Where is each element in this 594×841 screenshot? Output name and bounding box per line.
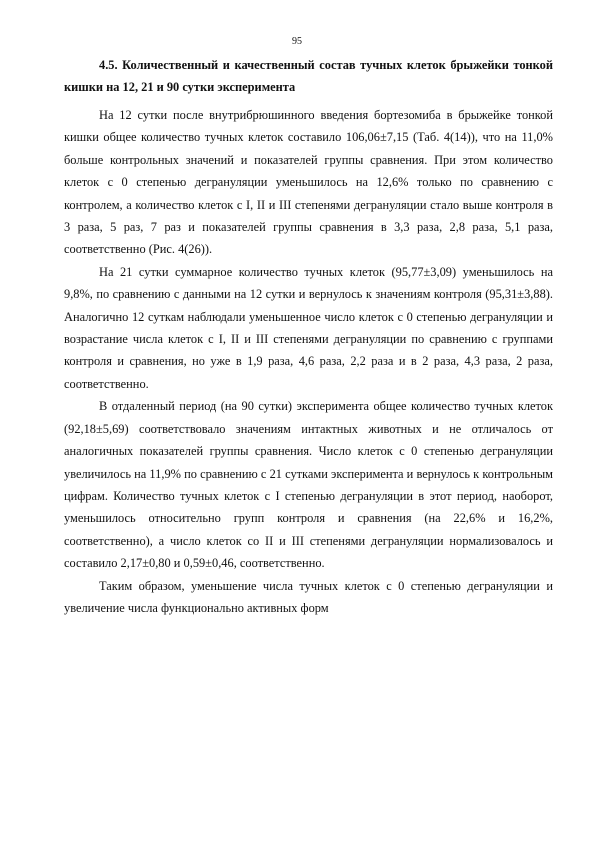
page-number: 95 [292,36,302,47]
paragraph-conclusion: Таким образом, уменьшение числа тучных клеток с 0 степенью дегрануляции и увеличение числа функционально активных форм [64,578,553,615]
paragraph-day-21: На 21 сутки суммарное количество тучных клеток (95,77±3,09) уменьшилось на 9,8%, по сравнению с данными на 12 сутки и вернулось к значениям контроля (95,31±3,88). Аналогично 12 суткам наблюдали уменьшенное число клеток с 0 степенью дегрануляции и возрастание числа клеток с I, II и III степенями дегрануляции по сравнению с группами контроля и сравнения, но уже в 1,9 раза, 4,6 раза, 2,2 раза и в 2 раза, 4,3 раза, 2 раза, соответственно. [64,264,553,391]
paragraph-day-90: В отдаленный период (на 90 сутки) эксперимента общее количество тучных клеток (92,18±5,69) соответствовало значениям интактных животных и не отличалось от аналогичных показателей группы сравнения. Число клеток с 0 степенью дегрануляции увеличилось на 11,9% по сравнению с 21 сутками эксперимента и вернулось к контрольным цифрам. Количество тучных клеток с I степенью дегрануляции в этот период, наоборот, уменьшилось относительно групп контроля и сравнения (на 22,6% и 16,2%, соответственно), а число клеток со II и III степенями дегрануляции нормализовалось и составило 2,17±0,80 и 0,59±0,46, соответственно. [64,399,553,571]
paragraph-day-12: На 12 сутки после внутрибрюшинного введения бортезомиба в брыжейке тонкой кишки общее количество тучных клеток составило 106,06±7,15 (Таб. 4(14)), что на 11,0% больше контрольных значений и показателей группы сравнения. При этом количество клеток с 0 степенью дегрануляции уменьшилось на 12,6% только по сравнению с контролем, а количество клеток с I, II и III степенями дегрануляции стало выше контроля в 3 раза, 5 раз, 7 раз и показателей группы сравнения в 3,3 раза, 2,8 раза, 5,1 раза, соответственно (Рис. 4(26)). [64,108,553,257]
section-heading: 4.5. Количественный и качественный состав тучных клеток брыжейки тонкой кишки на 12, 21 и 90 сутки эксперимента [64,58,553,94]
page-content [64,55,553,619]
